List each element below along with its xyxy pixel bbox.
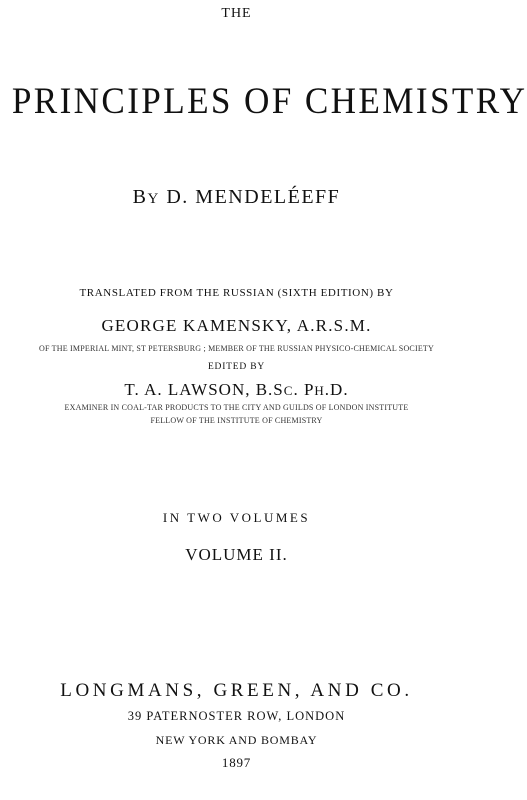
editor-name: T. A. LAWSON, B.S <box>124 380 284 399</box>
publisher-name: LONGMANS, GREEN, AND CO. <box>60 680 413 701</box>
publisher-address: 39 PATERNOSTER ROW, LONDON <box>127 709 346 723</box>
translator-description: OF THE IMPERIAL MINT, ST PETERSBURG ; MEMBER OF THE RUSSIAN PHYSICO-CHEMICAL SOCIETY <box>39 344 434 353</box>
volumes-line: IN TWO VOLUMES <box>162 510 311 525</box>
publisher-cities: NEW YORK AND BOMBAY <box>155 733 318 747</box>
editor-degree-sc1: C <box>283 383 294 398</box>
editor-description-2: FELLOW OF THE INSTITUTE OF CHEMISTRY <box>150 416 323 425</box>
edited-by-line: EDITED BY <box>207 362 266 372</box>
author-line <box>0 186 473 209</box>
by-rest: Y <box>147 191 160 207</box>
translator-name: GEORGE KAMENSKY, A.R.S.M. <box>101 316 372 335</box>
publication-year: 1897 <box>221 755 252 770</box>
title-article: THE <box>221 6 252 21</box>
editor-degree-end: .D. <box>324 380 349 399</box>
author-name: D. MENDELÉEFF <box>166 186 341 208</box>
translated-line: TRANSLATED FROM THE RUSSIAN (SIXTH EDITION) BY <box>79 287 394 299</box>
editor-description-1: EXAMINER IN COAL-TAR PRODUCTS TO THE CITY AND GUILDS OF LONDON INSTITUTE <box>64 403 409 412</box>
editor-line <box>0 380 473 400</box>
editor-degree-sc2: H <box>314 383 325 398</box>
book-title: PRINCIPLES OF CHEMISTRY <box>11 81 527 122</box>
editor-degree-mid: . P <box>293 380 315 399</box>
volume-number: VOLUME II. <box>185 545 288 564</box>
by-initial: B <box>132 186 148 208</box>
